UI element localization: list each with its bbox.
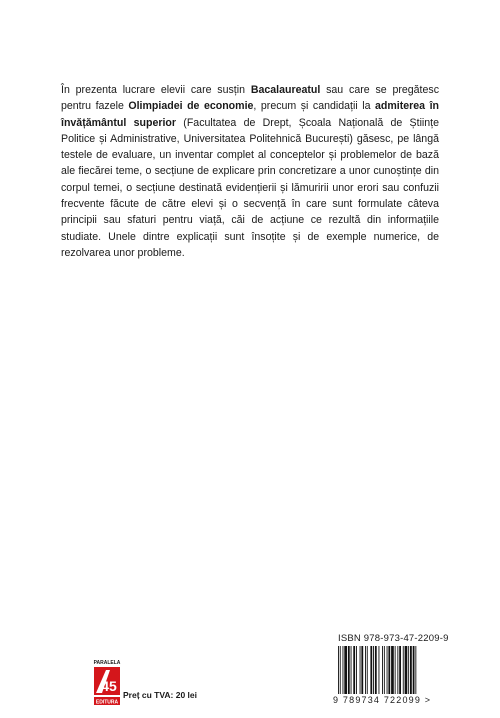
blurb-text-1: În prezenta lucrare elevii care susțin — [61, 84, 251, 96]
barcode-bar — [410, 646, 412, 696]
logo-mark-text: 45 — [101, 678, 117, 694]
barcode-bar — [338, 646, 339, 702]
barcode-bar — [360, 646, 361, 696]
blurb-bold-bacalaureat: Bacalaureatul — [250, 84, 321, 96]
barcode-bar — [343, 646, 344, 696]
barcode-bar — [373, 646, 374, 696]
barcode-bar — [397, 646, 398, 696]
barcode-bar — [395, 646, 396, 696]
barcode-bar — [384, 646, 385, 696]
logo-bottom-text: EDITURA — [95, 699, 119, 706]
barcode-bar — [340, 646, 341, 702]
barcode-bar — [375, 646, 377, 696]
barcode-bar — [387, 646, 388, 696]
barcode-bar — [370, 646, 372, 696]
barcode-bar — [382, 646, 383, 696]
barcode-bar — [351, 646, 352, 696]
logo-top-text: PARALELA — [93, 660, 121, 666]
publisher-logo — [92, 658, 122, 706]
barcode-bar — [415, 646, 416, 702]
barcode-bar — [391, 646, 394, 696]
barcode-bar — [367, 646, 368, 696]
barcode-digits: 9 789734 722099 > — [333, 695, 432, 705]
barcode-bar — [353, 646, 355, 696]
blurb-bold-olimpiada: Olimpiadei de economie — [128, 100, 254, 113]
barcode-bar — [413, 646, 415, 696]
back-cover-description — [61, 82, 439, 261]
barcode-bar — [399, 646, 401, 696]
barcode-bar — [361, 646, 363, 696]
blurb-bold-admitere: admiterea în învățământul superior — [61, 100, 439, 129]
price-label: Preț cu TVA: 20 lei — [123, 690, 198, 700]
barcode-bar — [344, 646, 347, 696]
barcode-bar — [348, 646, 350, 696]
barcode-bar — [405, 646, 408, 696]
barcode-bar — [365, 646, 366, 696]
barcode-bar — [356, 646, 357, 696]
isbn-label: ISBN 978-973-47-2209-9 — [338, 633, 449, 644]
barcode-bar — [403, 646, 404, 696]
barcode-bar — [388, 646, 390, 696]
barcode-bar — [408, 646, 409, 696]
blurb-text-3: , precum și candidații la — [253, 100, 375, 113]
barcode-bar — [379, 646, 380, 702]
blurb-text-2: sau care se pregătesc pentru fazele — [61, 84, 439, 113]
blurb-text-4: (Facultatea de Drept, Școala Națională de Științe Politice și Administrative, Universitatea Politehnică București) găsesc, pe lângă testele de evaluare, un inventar complet al conceptelor și problemelor de bază ale fiecărei teme, o secțiune de explicare prin concretizare a unor cunoștințe din corpul temei, o secțiune destinată evidențierii și lămuririi unor erori sau confuzii frecvente făcute de către elevi și o secvență în care sunt formulate câteva principii sau sfaturi pentru viață, căi de acțiune ce rezultă din informațiile studiate. Unele dintre explicații sunt însoțite și de exemple numerice, de rezolvarea unor probleme. — [61, 116, 440, 259]
